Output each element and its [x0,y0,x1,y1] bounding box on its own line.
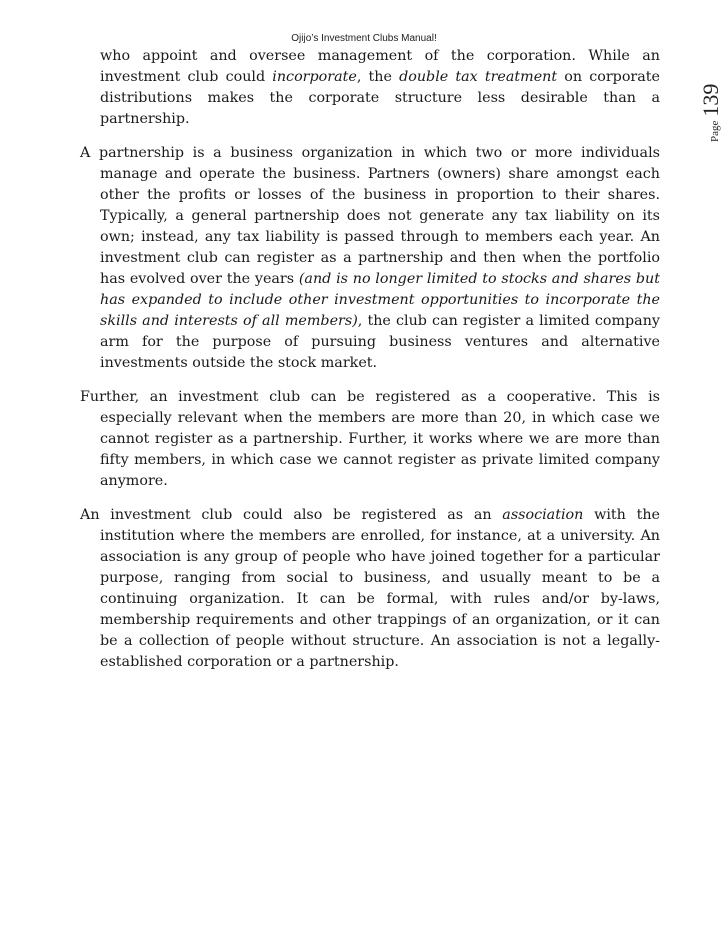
text-run: , the club can register a limited company arm for the purpose of pursuing business ventures and alternative investments outside the stock market. [100,313,660,371]
paragraph-association [80,505,660,673]
paragraph-cooperative [80,387,660,492]
text-run: Further, an investment club can be registered as a cooperative. This is especially relevant when the members are more than 20, in which case we cannot register as a partnership. Further, it works where we are more than fifty members, in which case we cannot register as private limited company anymore. [80,389,660,489]
italic-term-double-tax: double tax treatment [399,69,558,85]
italic-term-association: association [502,507,584,523]
italic-term-incorporate: incorporate [272,69,357,85]
italic-note-portfolio: (and is no longer limited to stocks and shares but has expanded to include other investment opportunities to incorporate the skills and interests of all members) [100,271,661,329]
paragraph-partnership [80,143,660,374]
text-run: who appoint and oversee management of the corporation. While an investment club could [100,48,660,85]
page-number [698,84,724,142]
text-run: A partnership is a business organization in which two or more individuals manage and operate the business. Partners (owners) share amongst each other the profits or losses of the business in proportion to their shares. Typically, a general partnership does not generate any tax liability on its own; instead, any tax liability is passed through to members each year. An investment club can register as a partnership and then when the portfolio has evolved over the years [80,145,660,287]
text-run: on corporate distributions makes the corporate structure less desirable than a partnership. [100,69,660,127]
paragraph-corporation-continued [80,46,660,130]
text-run: , the [356,69,400,85]
text-run: with the institution where the members are enrolled, for instance, at a university. An association is any group of people who have joined together for a particular purpose, ranging from social to business, and usually meant to be a continuing organization. It can be formal, with rules and/or by-laws, membership requirements and other trappings of an organization, or it can be a collection of people without structure. An association is not a legally-established corporation or a partnership. [100,507,660,670]
page-number-label: Page [709,120,721,142]
running-header: Ojijo’s Investment Clubs Manual! [291,33,437,44]
document-body [80,46,660,686]
text-run: An investment club could also be registered as an [80,507,503,523]
page-number-value: 139 [698,83,723,117]
